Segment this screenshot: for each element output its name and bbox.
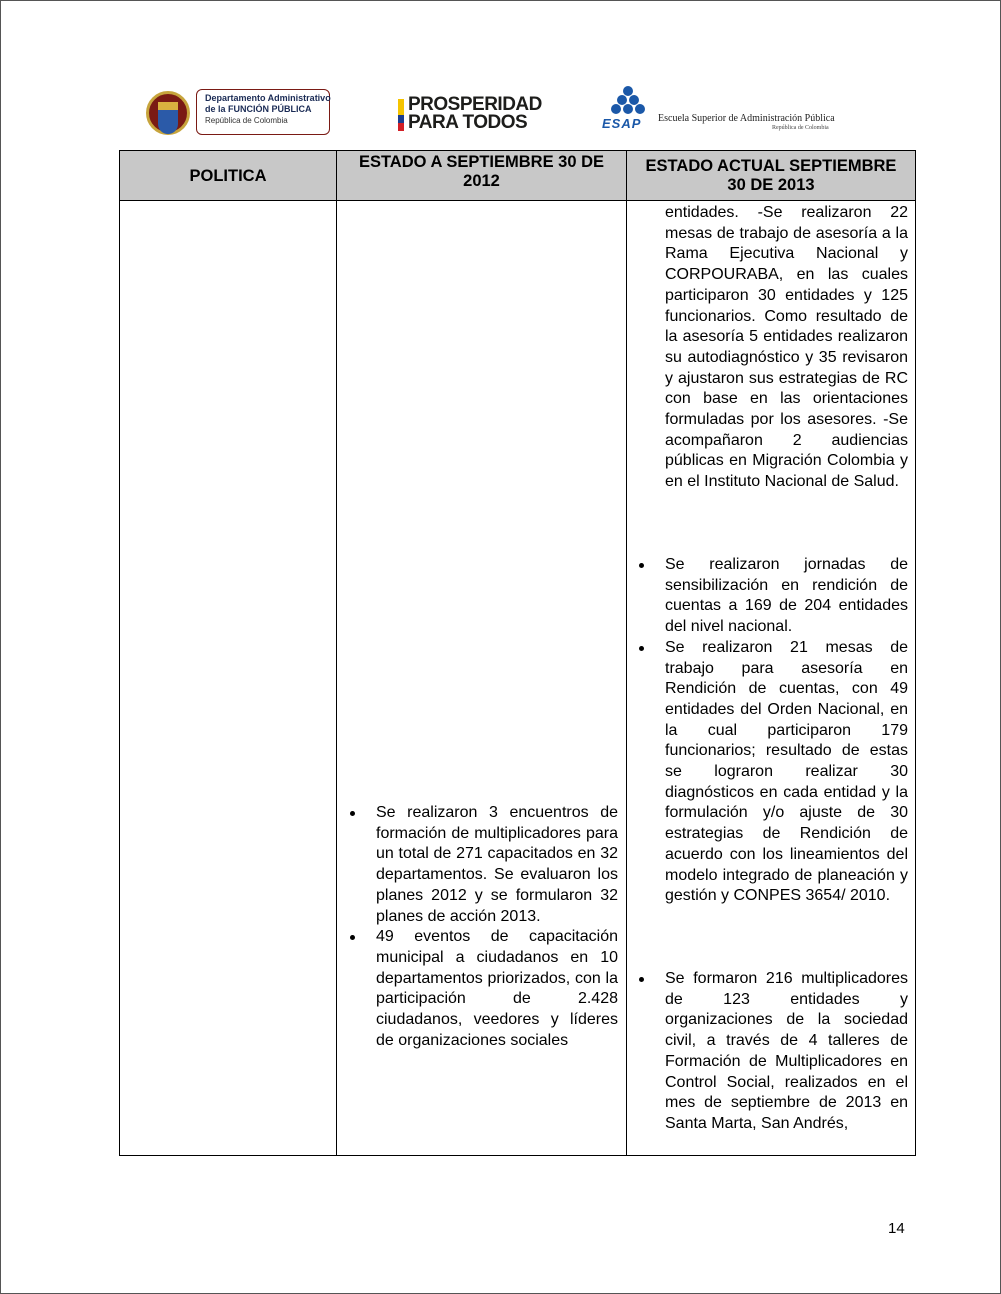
col3-continuation-text bbox=[665, 203, 908, 493]
header-politica bbox=[120, 151, 337, 201]
dafp-text-box bbox=[196, 89, 330, 135]
header-estado-2013 bbox=[627, 151, 915, 201]
dafp-line3: República de Colombia bbox=[205, 116, 288, 125]
list-item: 49 eventos de capacitación municipal a ciudadanos en 10 departamentos priorizados, con la participación de 2.428 ciudadanos, veedores y líderes de organizaciones sociales bbox=[376, 927, 618, 1051]
prosperidad-logo bbox=[398, 96, 550, 136]
col3-continuation-paragraph: entidades. -Se realizaron 22 mesas de trabajo de asesoría a la Rama Ejecutiva Nacional y CORPOURABA, en las cuales participaron 30 entidades y 125 funcionarios. Como resultado de la asesoría 5 entidades realizaron su autodiagnóstico y 35 revisaron y ajustaron sus estrategias de RC con base en las orientaciones formuladas por los asesores. -Se acompañaron 2 audiencias públicas en Migración Colombia y en el Instituto Nacional de Salud. bbox=[665, 204, 908, 491]
list-item: Se formaron 216 multiplicadores de 123 entidades y organizaciones de la sociedad civil, a través de 4 talleres de Formación de Multiplicadores en Control Social, realizados en el mes de septiembre de 2013 en Santa Marta, San Andrés, bbox=[665, 969, 908, 1135]
dafp-line2: de la FUNCIÓN PÚBLICA bbox=[205, 104, 312, 114]
prosperidad-text bbox=[408, 96, 542, 132]
header-politica-label: POLITICA bbox=[189, 167, 267, 185]
list-item: Se realizaron jornadas de sensibilización en rendición de cuentas a 169 de 204 entidades del nivel nacional. bbox=[665, 555, 908, 638]
column-divider-2 bbox=[626, 151, 627, 1155]
status-table bbox=[119, 150, 916, 1156]
esap-acronym: ESAP bbox=[602, 116, 642, 131]
colombia-seal-icon bbox=[146, 91, 190, 135]
header-estado-2013-label: ESTADO ACTUAL SEPTIEMBRE 30 DE 2013 bbox=[645, 157, 897, 194]
dafp-line1: Departamento Administrativo bbox=[205, 93, 331, 103]
page-number: 14 bbox=[888, 1220, 905, 1237]
esap-logo bbox=[602, 86, 834, 138]
list-item: Se realizaron 21 mesas de trabajo para asesoría en Rendición de cuentas, con 49 entidades del Orden Nacional, en la cual participaron 179 funcionarios; resultado de estas se lograron realizar 30 diagnósticos en cada entidad y la formulación y/o ajuste de 30 estrategias de Rendición de acuerdo con los lineamientos del modelo integrado de planeación y gestión y CONPES 3654/ 2010. bbox=[665, 638, 908, 907]
col2-bullet-list bbox=[376, 803, 618, 1051]
col3-bullet-list-2 bbox=[665, 969, 908, 1135]
colombia-flag-icon bbox=[398, 99, 404, 131]
prosperidad-line2: PARA TODOS bbox=[408, 112, 528, 133]
column-divider-1 bbox=[336, 151, 337, 1155]
esap-subtitle: República de Colombia bbox=[772, 125, 829, 131]
header-estado-2012-label: ESTADO A SEPTIEMBRE 30 DE 2012 bbox=[358, 153, 605, 190]
prosperidad-line1: PROSPERIDAD bbox=[408, 94, 542, 115]
header-estado-2012 bbox=[337, 151, 627, 201]
col3-bullet-list-1 bbox=[665, 555, 908, 907]
dafp-logo bbox=[146, 89, 338, 141]
esap-name: Escuela Superior de Administración Pública bbox=[658, 113, 835, 124]
list-item: Se realizaron 3 encuentros de formación de multiplicadores para un total de 271 capacitados en 32 departamentos. Se evaluaron los planes 2012 y se formularon 32 planes de acción 2013. bbox=[376, 803, 618, 927]
